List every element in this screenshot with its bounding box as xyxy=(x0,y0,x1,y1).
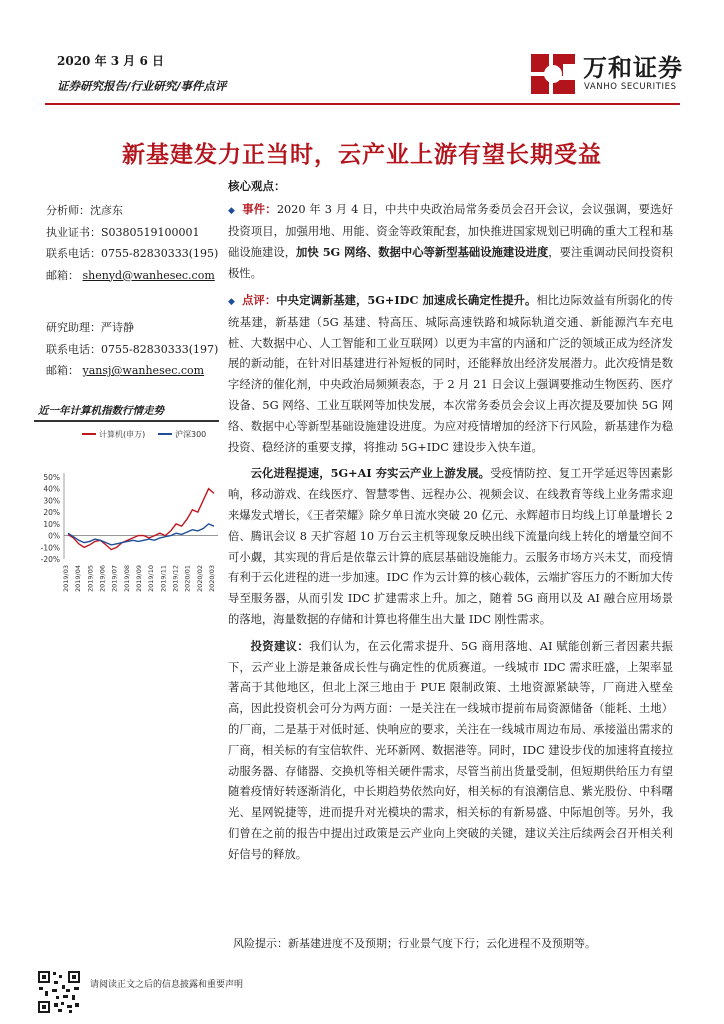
logo-name: 万和证券 xyxy=(583,54,683,82)
index-chart xyxy=(30,395,225,625)
core-views xyxy=(228,176,673,871)
series-line xyxy=(68,524,214,545)
comment-label: 点评： xyxy=(242,292,277,307)
analyst-email-label: 邮箱： xyxy=(46,268,79,282)
event-text-bold: 加快 5G 网络、数据中心等新型基础设施建设进度 xyxy=(296,245,549,260)
core-views-title: 核心观点： xyxy=(228,179,286,193)
chart-title-rule xyxy=(34,420,219,422)
x-tick-label: 2020/03 xyxy=(208,565,216,593)
y-tick-label: -10% xyxy=(40,543,60,553)
chart-svg xyxy=(30,425,225,625)
x-tick-label: 2019/09 xyxy=(135,565,143,593)
assistant-email-label: 邮箱： xyxy=(46,364,79,377)
bullet-icon: ◆ xyxy=(228,205,235,216)
analyst-email-link[interactable]: shenyd@wanhesec.com xyxy=(82,268,215,282)
y-tick-label: 20% xyxy=(43,508,60,518)
logo-english: VANHO SECURITIES xyxy=(584,82,677,92)
analyst-phone: 联系电话：0755-82830333(195) xyxy=(46,247,219,260)
x-tick-label: 2019/07 xyxy=(110,565,119,593)
assistant-email-link[interactable]: yansj@wanhesec.com xyxy=(82,364,205,377)
y-tick-label: 30% xyxy=(43,496,60,506)
analyst-email-row xyxy=(46,265,226,287)
x-tick-label: 2020/01 xyxy=(183,565,192,593)
x-tick-label: 2020/02 xyxy=(195,565,204,593)
y-tick-label: 10% xyxy=(43,519,60,529)
legend-label: 计算机(申万) xyxy=(99,430,146,439)
analyst-info xyxy=(46,200,226,382)
x-tick-label: 2019/03 xyxy=(62,565,70,593)
footer-disclaimer: 请阅读正文之后的信息披露和重要声明 xyxy=(90,980,244,990)
advice-text: 我们认为，在云化需求提升、5G 商用落地、AI 赋能创新三者因素共振下，云产业上游是兼备成长性与确定性的优质赛道。一线城市 IDC 需求旺盛，上架率显著高于其他地区，但北上深三地由于 PUE 限制政策、土地资源紧缺等，厂商进入壁垒高，因此投资机会可分为两方面：一是关注在一线城市提前布局资源储备（能耗、土地）的厂商，二是基于对低时延、快响应的要求，关注在一线城市周边布局、承接溢出需求的厂商，相关标的有宝信软件、光环新网、数据港等。同时，IDC 建设步伐的加速将直接拉动服务器、存储器、交换机等相关硬件需求，尽管当前出货量受制，但短期供给压力有望随着疫情好转逐渐消化，中长期趋势依然向好，相关标的有浪潮信息、紫光股份、中科曙光、星网锐捷等，进而提升对光模块的需求，相关标的有新易盛、中际旭创等。另外，我们曾在之前的报告中提出过政策是云产业向上突破的关键，建议关注后续两会召开相关利好信号的释放。 xyxy=(228,639,673,861)
cloud-text: 受疫情防控、复工开学延迟等因素影响，移动游戏、在线医疗、智慧零售、远程办公、视频会议、在线教育等线上业务需求迎来爆发式增长，《王者荣耀》除夕单日流水突破 20 亿元、永辉超市日均线上订单量增长 2 倍、腾讯会议 8 天扩容超 10 万台云主机等现象反映出线下流量向线上转化的增量空间不可小觑，其实现的背后是依靠云计算的底层基础设施能力。云服务市场方兴未艾，而疫情有利于云化进程的进一步加速。IDC 作为云计算的核心载体，云端扩容压力的不断加大传导至服务器，从而引发 IDC 扩建需求上升。加之，随着 5G 商用以及 AI 融合应用场景的落地，海量数据的存储和计算也将催生出大量 IDC 刚性需求。 xyxy=(228,467,673,626)
y-tick-label: 0% xyxy=(48,531,60,541)
x-tick-label: 2019/10 xyxy=(147,565,156,593)
advice-bold: 投资建议： xyxy=(250,638,310,653)
analyst-name: 分析师：沈彦东 xyxy=(46,204,123,217)
risk-warning: 风险提示：新基建进度不及预期；行业景气度下行；云化进程不及预期等。 xyxy=(233,937,596,950)
event-label: 事件： xyxy=(242,201,277,216)
comment-text: 相比边际效益有所弱化的传统基建，新基建（5G 基建、特高压、城际高速铁路和城际轨道交通、新能源汽车充电桩、大数据中心、人工智能和工业互联网）以更为丰富的内涵和广泛的领域正成为经济发展的新动能，在针对旧基建进行补短板的同时，还能释放出经济发展潜力。此次疫情是数字经济的催化剂，中央政治局频频表态，于 2 月 21 日会议上强调要推动生物医药、医疗设备、5G 网络、工业互联网等加快发展，本次常务委员会会议上再次提及要加快 5G 网络、数据中心等新型基础设施建设进度。为应对疫情增加的经济下行风险，新基建作为稳投资、稳经济的重要支撑，将推动 5G+IDC 建设步入快车道。 xyxy=(228,293,673,454)
y-tick-label: -20% xyxy=(40,555,60,564)
assistant-name: 研究助理：严诗静 xyxy=(46,321,134,334)
assistant-email-row xyxy=(46,360,226,382)
x-tick-label: 2019/12 xyxy=(171,565,180,593)
advice-paragraph xyxy=(228,636,673,866)
x-tick-label: 2019/05 xyxy=(86,565,95,593)
x-tick-label: 2019/08 xyxy=(122,565,131,593)
comment-bold: 中央定调新基建，5G+IDC 加速成长确定性提升。 xyxy=(276,292,537,307)
chart-title: 近一年计算机指数行情走势 xyxy=(38,405,164,417)
qr-code-icon xyxy=(36,969,82,1015)
assistant-phone: 联系电话：0755-82830333(197) xyxy=(46,342,219,356)
company-logo xyxy=(527,44,687,100)
y-tick-label: 50% xyxy=(43,473,60,482)
analyst-license: 执业证书：S0380519100001 xyxy=(46,225,200,239)
cloud-paragraph xyxy=(228,463,673,630)
report-type: 证券研究报告/行业研究/事件点评 xyxy=(57,79,227,93)
event-text-1: 2020 年 3 月 4 日，中共中央政治局常务委员会召开会议，会议强调，要选好投资项目，加强用地、用能、资金等政策配套，加快推进国家规划已明确的重大工程和基础设施建设， xyxy=(228,202,673,260)
y-tick-label: 40% xyxy=(43,484,60,494)
cloud-bold: 云化进程提速，5G+AI 夯实云产业上游发展。 xyxy=(250,466,491,481)
x-tick-label: 2019/04 xyxy=(74,565,83,593)
comment-paragraph xyxy=(228,290,673,458)
x-tick-label: 2019/06 xyxy=(98,565,107,593)
x-tick-label: 2019/11 xyxy=(159,565,168,593)
vanho-logo-icon xyxy=(527,46,579,98)
event-paragraph xyxy=(228,199,673,285)
bullet-icon: ◆ xyxy=(228,296,235,307)
page-title: 新基建发力正当时，云产业上游有望长期受益 xyxy=(122,141,602,168)
report-date: 2020 年 3 月 6 日 xyxy=(57,54,164,68)
header-divider xyxy=(45,103,680,105)
event-text-2: ，要注重调动民间投资积极性。 xyxy=(228,246,673,281)
legend-label: 沪深300 xyxy=(175,430,207,439)
